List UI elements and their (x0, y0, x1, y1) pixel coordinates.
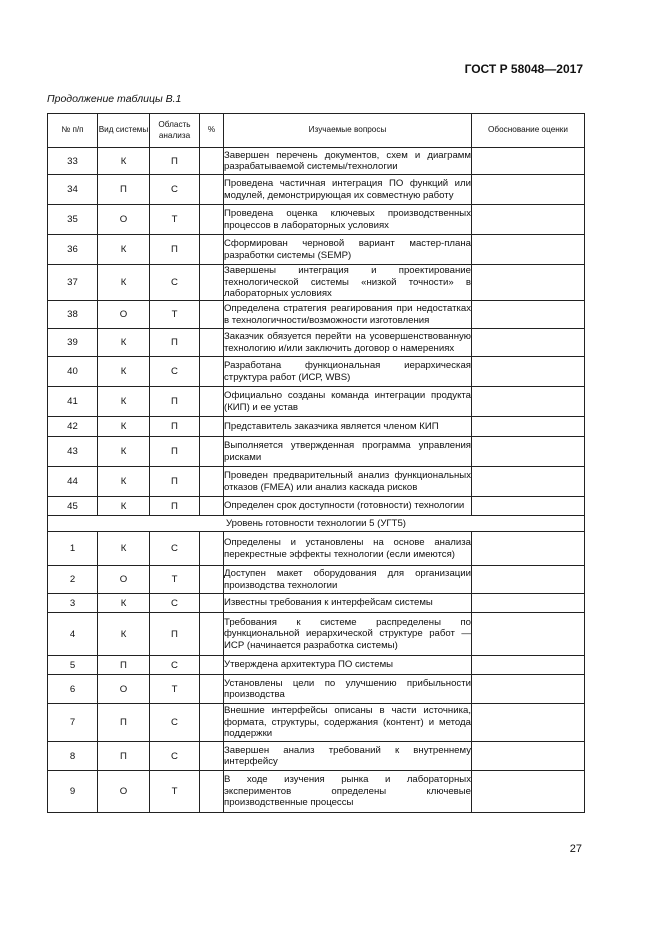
column-header-number: № п/п (48, 114, 98, 148)
percent-cell (200, 205, 224, 235)
system-type-cell: О (98, 301, 150, 329)
table-caption: Продолжение таблицы В.1 (47, 93, 182, 105)
analysis-area-cell: С (150, 656, 200, 675)
percent-cell (200, 329, 224, 357)
column-header-questions: Изучаемые вопросы (224, 114, 472, 148)
column-header-system-type: Вид системы (98, 114, 150, 148)
system-type-cell: П (98, 656, 150, 675)
system-type-cell: К (98, 329, 150, 357)
justification-cell (472, 387, 585, 417)
question-cell: Установлены цели по улучшению прибыльности производства (224, 675, 472, 704)
question-cell: Утверждена архитектура ПО системы (224, 656, 472, 675)
question-cell: Официально созданы команда интеграции продукта (КИП) и ее устав (224, 387, 472, 417)
question-cell: Определен срок доступности (готовности) технологии (224, 497, 472, 516)
section-row (48, 516, 585, 532)
system-type-cell: К (98, 265, 150, 301)
table-row (48, 417, 585, 437)
page-number: 27 (569, 843, 582, 855)
table-row (48, 771, 585, 813)
table-body-part2 (48, 532, 585, 813)
row-number: 8 (48, 742, 98, 771)
system-type-cell: К (98, 387, 150, 417)
question-cell: Проведена оценка ключевых производственных процессов в лабораторных условиях (224, 205, 472, 235)
justification-cell (472, 656, 585, 675)
percent-cell (200, 566, 224, 594)
row-number: 3 (48, 594, 98, 613)
percent-cell (200, 656, 224, 675)
justification-cell (472, 771, 585, 813)
percent-cell (200, 613, 224, 656)
table-row (48, 329, 585, 357)
system-type-cell: О (98, 205, 150, 235)
percent-cell (200, 437, 224, 467)
analysis-area-cell: С (150, 175, 200, 205)
percent-cell (200, 387, 224, 417)
percent-cell (200, 417, 224, 437)
table-row (48, 148, 585, 175)
justification-cell (472, 613, 585, 656)
row-number: 40 (48, 357, 98, 387)
question-cell: Завершены интеграция и проектирование технологической системы «низкой точности» в лабораторных условиях (224, 265, 471, 300)
justification-cell (472, 301, 585, 329)
percent-cell (200, 704, 224, 742)
system-type-cell: К (98, 532, 150, 566)
analysis-area-cell: С (150, 704, 200, 742)
question-cell: В ходе изучения рынка и лабораторных экспериментов определены ключевые производственные процессы (224, 771, 472, 813)
assessment-table (47, 113, 585, 813)
table-section (48, 516, 585, 532)
row-number: 5 (48, 656, 98, 675)
analysis-area-cell: П (150, 235, 200, 265)
table-row (48, 235, 585, 265)
percent-cell (200, 301, 224, 329)
row-number: 45 (48, 497, 98, 516)
question-cell: Выполняется утвержденная программа управления рисками (224, 437, 472, 467)
question-cell: Проведена частичная интеграция ПО функций или модулей, демонстрирующая их совместную работу (224, 175, 472, 205)
justification-cell (472, 532, 585, 566)
percent-cell (200, 467, 224, 497)
row-number: 33 (48, 148, 98, 175)
justification-cell (472, 148, 585, 175)
question-cell: Известны требования к интерфейсам системы (224, 594, 472, 613)
system-type-cell: К (98, 148, 150, 175)
question-cell: Заказчик обязуется перейти на усовершенствованную технологию и/или заключить договор о намерениях (224, 329, 472, 357)
analysis-area-cell: П (150, 467, 200, 497)
table-row (48, 467, 585, 497)
analysis-area-cell: П (150, 417, 200, 437)
question-cell: Требования к системе распределены по функциональной иерархической структуре работ — ИСР (начинается разработка системы) (224, 613, 472, 656)
table-row (48, 613, 585, 656)
percent-cell (200, 148, 224, 175)
analysis-area-cell: Т (150, 566, 200, 594)
table-body-part1 (48, 148, 585, 516)
table-row (48, 175, 585, 205)
row-number: 1 (48, 532, 98, 566)
justification-cell (472, 235, 585, 265)
system-type-cell: К (98, 437, 150, 467)
question-cell: Доступен макет оборудования для организации производства технологии (224, 566, 472, 594)
table-header-row (48, 114, 585, 148)
system-type-cell: К (98, 613, 150, 656)
percent-cell (200, 742, 224, 771)
percent-cell (200, 532, 224, 566)
justification-cell (472, 675, 585, 704)
question-cell: Определены и установлены на основе анализа перекрестные эффекты технологии (если имеются) (224, 532, 472, 566)
question-cell: Внешние интерфейсы описаны в части источника, формата, структуры, содержания (контент) и метода поддержки (224, 704, 472, 742)
justification-cell (472, 265, 585, 301)
system-type-cell: О (98, 675, 150, 704)
analysis-area-cell: Т (150, 205, 200, 235)
table-row (48, 566, 585, 594)
row-number: 4 (48, 613, 98, 656)
table-row (48, 497, 585, 516)
analysis-area-cell: Т (150, 675, 200, 704)
justification-cell (472, 594, 585, 613)
justification-cell (472, 742, 585, 771)
analysis-area-cell: С (150, 742, 200, 771)
table-row (48, 205, 585, 235)
table-row (48, 675, 585, 704)
table-row (48, 742, 585, 771)
analysis-area-cell: С (150, 532, 200, 566)
row-number: 43 (48, 437, 98, 467)
row-number: 9 (48, 771, 98, 813)
question-cell: Завершен перечень документов, схем и диаграмм разрабатываемой системы/технологии (224, 148, 472, 175)
percent-cell (200, 675, 224, 704)
table-row (48, 532, 585, 566)
question-cell: Проведен предварительный анализ функциональных отказов (FMEA) или анализ каскада рисков (224, 467, 472, 497)
question-cell: Завершен анализ требований к внутреннему интерфейсу (224, 742, 472, 771)
row-number: 7 (48, 704, 98, 742)
column-header-justification: Обоснование оценки (472, 114, 585, 148)
row-number: 42 (48, 417, 98, 437)
analysis-area-cell: С (150, 357, 200, 387)
document-code: ГОСТ Р 58048—2017 (464, 62, 583, 76)
row-number: 39 (48, 329, 98, 357)
percent-cell (200, 357, 224, 387)
row-number: 6 (48, 675, 98, 704)
justification-cell (472, 417, 585, 437)
system-type-cell: К (98, 417, 150, 437)
percent-cell (200, 235, 224, 265)
table-row (48, 594, 585, 613)
justification-cell (472, 467, 585, 497)
system-type-cell: К (98, 357, 150, 387)
analysis-area-cell: Т (150, 301, 200, 329)
percent-cell (200, 594, 224, 613)
column-header-percent: % (200, 114, 224, 148)
justification-cell (472, 205, 585, 235)
analysis-area-cell: П (150, 329, 200, 357)
analysis-area-cell: П (150, 387, 200, 417)
table-row (48, 704, 585, 742)
analysis-area-cell: С (150, 594, 200, 613)
table-row (48, 301, 585, 329)
system-type-cell: К (98, 235, 150, 265)
justification-cell (472, 357, 585, 387)
table-row (48, 357, 585, 387)
system-type-cell: К (98, 497, 150, 516)
row-number: 37 (48, 265, 98, 301)
question-cell: Определена стратегия реагирования при недостатках в технологичности/возможности изготовления (224, 301, 472, 329)
question-cell: Разработана функциональная иерархическая структура работ (ИСР, WBS) (224, 357, 472, 387)
analysis-area-cell: П (150, 613, 200, 656)
justification-cell (472, 566, 585, 594)
question-cell: Сформирован черновой вариант мастер-плана разработки системы (SEMP) (224, 235, 472, 265)
percent-cell (200, 265, 224, 301)
row-number: 36 (48, 235, 98, 265)
section-title: Уровень готовности технологии 5 (УГТ5) (48, 516, 585, 532)
analysis-area-cell: П (150, 497, 200, 516)
percent-cell (200, 497, 224, 516)
system-type-cell: К (98, 594, 150, 613)
analysis-area-cell: П (150, 437, 200, 467)
row-number: 44 (48, 467, 98, 497)
row-number: 41 (48, 387, 98, 417)
justification-cell (472, 329, 585, 357)
system-type-cell: О (98, 566, 150, 594)
row-number: 38 (48, 301, 98, 329)
table-row (48, 656, 585, 675)
row-number: 34 (48, 175, 98, 205)
system-type-cell: П (98, 175, 150, 205)
analysis-area-cell: Т (150, 771, 200, 813)
analysis-area-cell: С (150, 265, 200, 301)
percent-cell (200, 771, 224, 813)
table-row (48, 265, 585, 301)
column-header-analysis-area: Область анализа (150, 114, 200, 148)
analysis-area-cell: П (150, 148, 200, 175)
table-row (48, 387, 585, 417)
system-type-cell: К (98, 467, 150, 497)
system-type-cell: О (98, 771, 150, 813)
row-number: 2 (48, 566, 98, 594)
row-number: 35 (48, 205, 98, 235)
justification-cell (472, 175, 585, 205)
question-cell: Представитель заказчика является членом КИП (224, 417, 472, 437)
system-type-cell: П (98, 742, 150, 771)
justification-cell (472, 497, 585, 516)
percent-cell (200, 175, 224, 205)
justification-cell (472, 437, 585, 467)
justification-cell (472, 704, 585, 742)
system-type-cell: П (98, 704, 150, 742)
table-row (48, 437, 585, 467)
